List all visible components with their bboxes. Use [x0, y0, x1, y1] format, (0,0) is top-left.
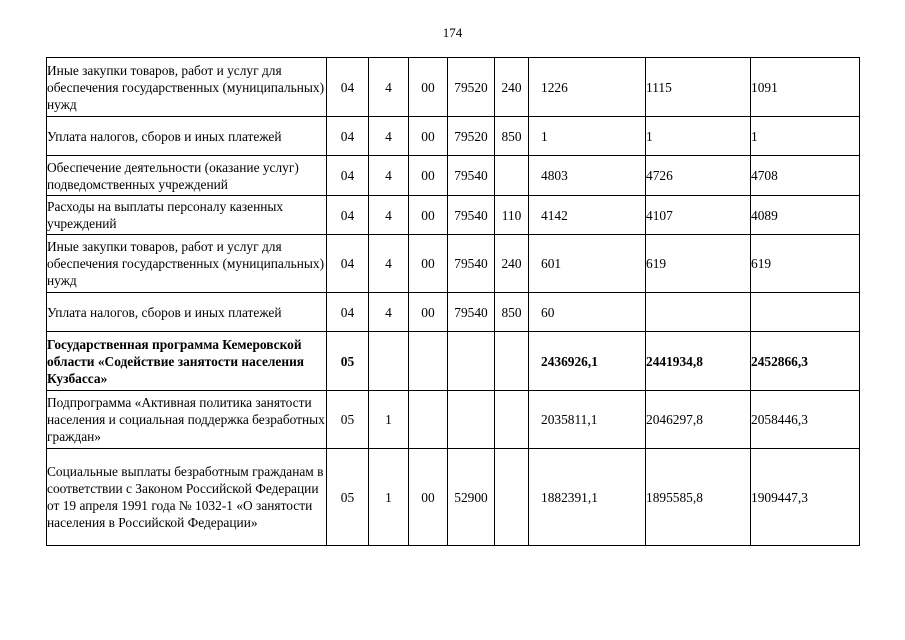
row-name: Социальные выплаты безработным гражданам в соответствии с Законом Российской Федерации от 19 апреля 1991 года № 1032-1 «О занятости населения в Российской Федерации» [47, 449, 327, 546]
row-name: Уплата налогов, сборов и иных платежей [47, 293, 327, 332]
amount-year-2: 619 [646, 235, 751, 293]
item-code: 79540 [448, 235, 495, 293]
row-name: Иные закупки товаров, работ и услуг для обеспечения государственных (муниципальных) нужд [47, 58, 327, 117]
amount-year-1: 2436926,1 [529, 332, 646, 391]
table-row [47, 156, 860, 196]
amount-year-2: 4107 [646, 196, 751, 235]
section-code: 04 [327, 58, 369, 117]
amount-year-1: 60 [529, 293, 646, 332]
amount-year-1: 2035811,1 [529, 391, 646, 449]
item-code: 79540 [448, 196, 495, 235]
section-code: 04 [327, 196, 369, 235]
table-row [47, 58, 860, 117]
section-code: 04 [327, 117, 369, 156]
item-code [448, 391, 495, 449]
expense-type-code [495, 332, 529, 391]
amount-year-2: 1895585,8 [646, 449, 751, 546]
program-code: 00 [409, 196, 448, 235]
program-code: 00 [409, 235, 448, 293]
row-name: Подпрограмма «Активная политика занятости населения и социальная поддержка безработных граждан» [47, 391, 327, 449]
subsection-code: 4 [369, 58, 409, 117]
subsection-code: 4 [369, 293, 409, 332]
amount-year-2: 2046297,8 [646, 391, 751, 449]
expense-type-code: 240 [495, 58, 529, 117]
amount-year-3: 1091 [751, 58, 860, 117]
expense-type-code: 240 [495, 235, 529, 293]
amount-year-3: 2452866,3 [751, 332, 860, 391]
item-code: 79540 [448, 156, 495, 196]
expense-type-code: 850 [495, 293, 529, 332]
amount-year-1: 1882391,1 [529, 449, 646, 546]
program-code: 00 [409, 449, 448, 546]
section-code: 04 [327, 293, 369, 332]
row-name: Расходы на выплаты персоналу казенных учреждений [47, 196, 327, 235]
amount-year-2: 1115 [646, 58, 751, 117]
page-number: 174 [442, 25, 463, 40]
subsection-code: 1 [369, 391, 409, 449]
table-row [47, 196, 860, 235]
program-code: 00 [409, 293, 448, 332]
expense-type-code: 110 [495, 196, 529, 235]
subsection-code: 1 [369, 449, 409, 546]
table-row-program [47, 332, 860, 391]
row-name: Иные закупки товаров, работ и услуг для обеспечения государственных (муниципальных) нужд [47, 235, 327, 293]
row-name: Обеспечение деятельности (оказание услуг) подведомственных учреждений [47, 156, 327, 196]
amount-year-1: 601 [529, 235, 646, 293]
item-code: 52900 [448, 449, 495, 546]
table-row [47, 391, 860, 449]
amount-year-3: 1909447,3 [751, 449, 860, 546]
amount-year-3 [751, 293, 860, 332]
table-row [47, 449, 860, 546]
row-name: Уплата налогов, сборов и иных платежей [47, 117, 327, 156]
amount-year-1: 4142 [529, 196, 646, 235]
item-code [448, 332, 495, 391]
amount-year-3: 2058446,3 [751, 391, 860, 449]
budget-table [46, 57, 860, 546]
amount-year-1: 1226 [529, 58, 646, 117]
expense-type-code [495, 391, 529, 449]
subsection-code: 4 [369, 117, 409, 156]
expense-type-code [495, 449, 529, 546]
amount-year-2: 1 [646, 117, 751, 156]
amount-year-2: 4726 [646, 156, 751, 196]
subsection-code [369, 332, 409, 391]
expense-type-code [495, 156, 529, 196]
item-code: 79520 [448, 117, 495, 156]
table-row [47, 117, 860, 156]
table-row [47, 235, 860, 293]
table-row [47, 293, 860, 332]
program-code [409, 391, 448, 449]
section-code: 05 [327, 332, 369, 391]
amount-year-3: 619 [751, 235, 860, 293]
amount-year-3: 4708 [751, 156, 860, 196]
program-code: 00 [409, 58, 448, 117]
section-code: 04 [327, 235, 369, 293]
section-code: 04 [327, 156, 369, 196]
subsection-code: 4 [369, 156, 409, 196]
item-code: 79520 [448, 58, 495, 117]
item-code: 79540 [448, 293, 495, 332]
amount-year-2: 2441934,8 [646, 332, 751, 391]
row-name: Государственная программа Кемеровской области «Содействие занятости населения Кузбасса» [47, 332, 327, 391]
amount-year-1: 1 [529, 117, 646, 156]
amount-year-2 [646, 293, 751, 332]
section-code: 05 [327, 449, 369, 546]
section-code: 05 [327, 391, 369, 449]
subsection-code: 4 [369, 196, 409, 235]
amount-year-1: 4803 [529, 156, 646, 196]
program-code [409, 332, 448, 391]
subsection-code: 4 [369, 235, 409, 293]
amount-year-3: 1 [751, 117, 860, 156]
program-code: 00 [409, 117, 448, 156]
amount-year-3: 4089 [751, 196, 860, 235]
expense-type-code: 850 [495, 117, 529, 156]
program-code: 00 [409, 156, 448, 196]
